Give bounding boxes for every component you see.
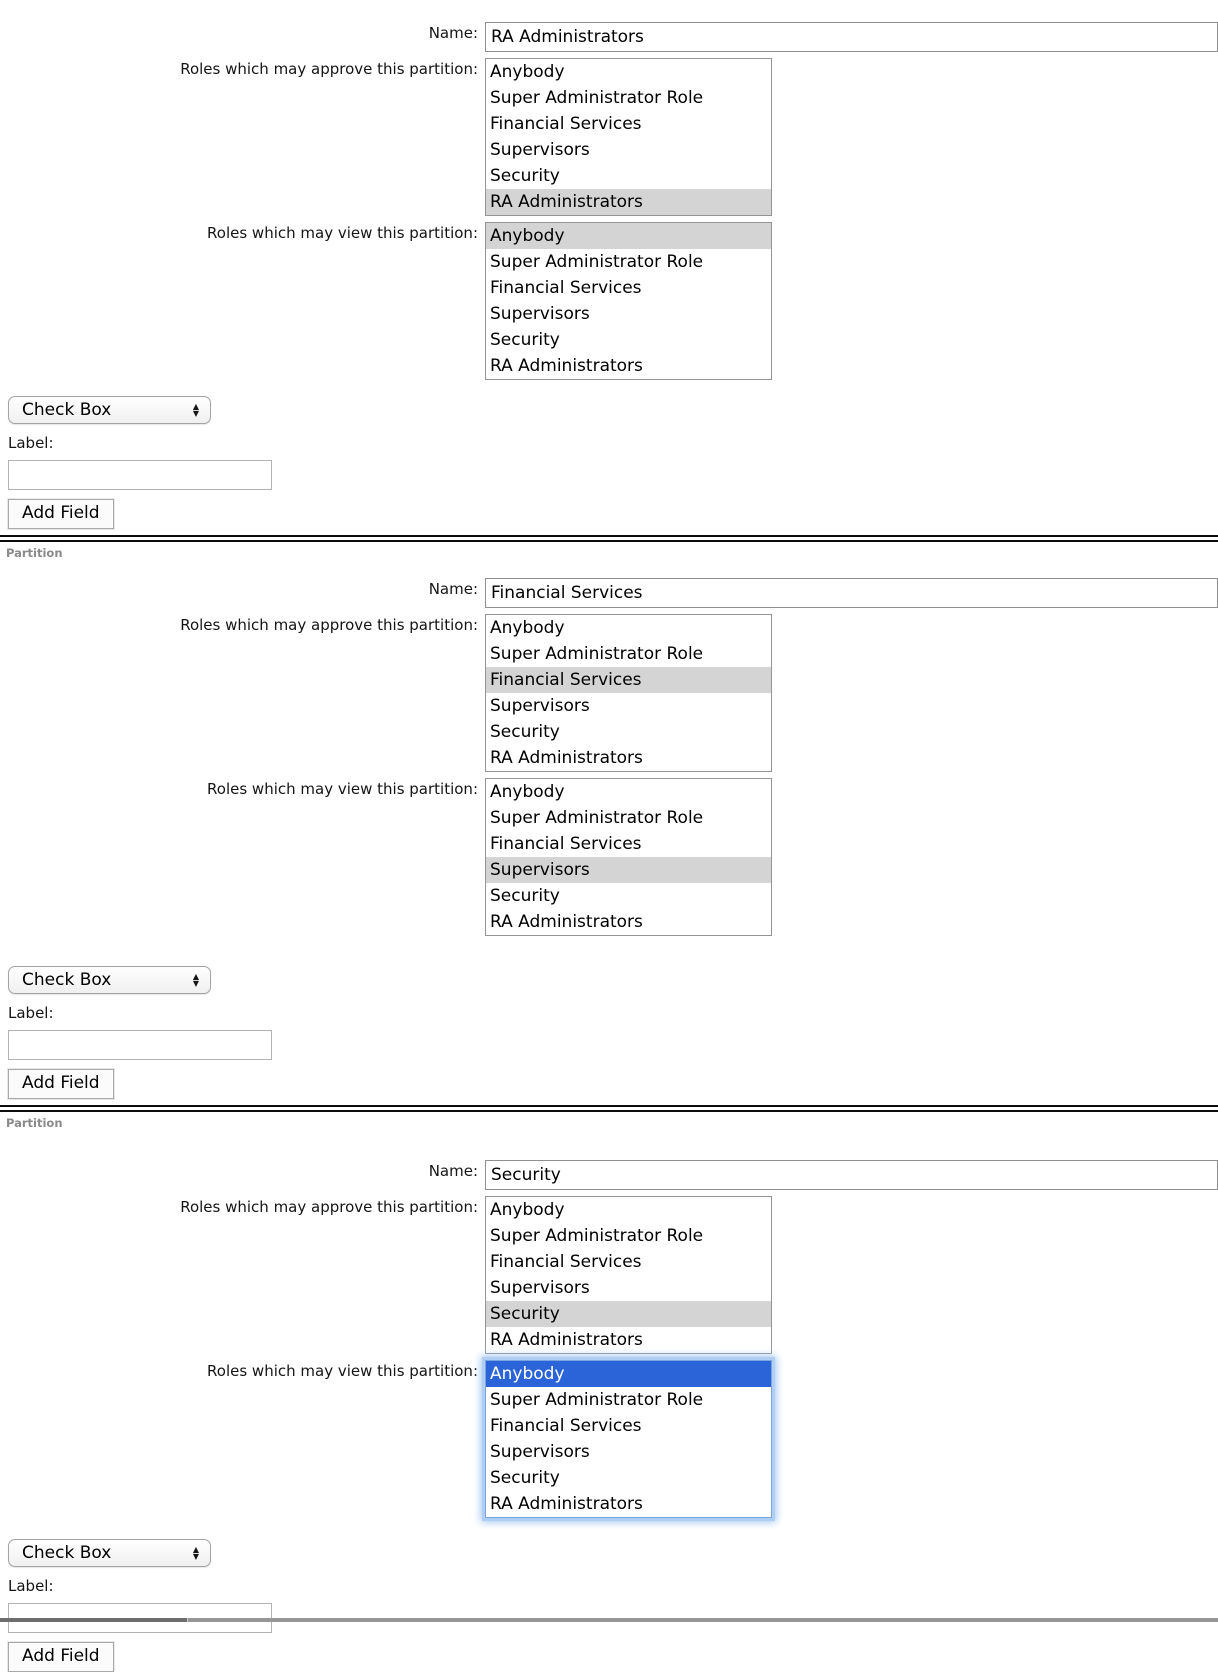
approve-roles-listbox[interactable] [485,1196,772,1354]
role-option[interactable]: RA Administrators [490,356,643,376]
partition-legend: Partition [6,1116,63,1130]
role-option[interactable]: Supervisors [490,1442,590,1462]
partition-divider [0,535,1218,542]
role-option[interactable]: Super Administrator Role [490,644,704,664]
role-option[interactable]: Super Administrator Role [490,1390,704,1410]
role-option[interactable]: Anybody [490,62,565,82]
role-option[interactable]: Anybody [490,782,565,802]
role-option[interactable]: Security [486,1301,771,1327]
approve-roles-label: Roles which may approve this partition: [180,60,478,78]
field-type-value: Check Box [22,1543,112,1563]
role-option[interactable]: Security [490,330,560,350]
role-option[interactable]: Financial Services [490,834,642,854]
approve-roles-label: Roles which may approve this partition: [180,616,478,634]
name-label: Name: [428,24,478,42]
role-option[interactable]: Anybody [490,1200,565,1220]
approve-roles-listbox[interactable] [485,614,772,772]
name-label: Name: [428,1162,478,1180]
view-roles-listbox[interactable] [485,222,772,380]
partition-section-3 [0,1160,1218,1672]
role-option[interactable]: Supervisors [490,696,590,716]
role-option[interactable]: Supervisors [490,140,590,160]
view-roles-listbox-focused[interactable] [485,1360,772,1518]
partition-legend: Partition [6,546,63,560]
view-roles-label: Roles which may view this partition: [207,224,478,242]
approve-roles-label: Roles which may approve this partition: [180,1198,478,1216]
role-option[interactable]: Anybody [486,223,771,249]
role-option[interactable]: Super Administrator Role [490,1226,704,1246]
role-option[interactable]: Financial Services [490,278,642,298]
role-option[interactable]: Financial Services [490,1252,642,1272]
role-option[interactable]: RA Administrators [486,189,771,215]
role-option[interactable]: RA Administrators [490,1330,643,1350]
role-option[interactable]: RA Administrators [490,912,643,932]
role-option[interactable]: Super Administrator Role [490,808,704,828]
role-option[interactable]: Super Administrator Role [490,252,704,272]
role-option[interactable]: Financial Services [486,667,771,693]
role-option[interactable]: RA Administrators [490,1494,643,1514]
field-type-select[interactable] [8,396,211,424]
select-up-down-arrows-icon [193,403,199,417]
partition-name-input[interactable] [485,578,1218,608]
role-option[interactable]: Financial Services [490,114,642,134]
add-field-button[interactable]: Add Field [8,1642,114,1672]
field-type-value: Check Box [22,970,112,990]
role-option[interactable]: Anybody [490,618,565,638]
role-option[interactable]: Super Administrator Role [490,88,704,108]
role-option[interactable]: Security [490,166,560,186]
role-option[interactable]: Supervisors [486,857,771,883]
field-type-select[interactable] [8,1539,211,1567]
field-label-input[interactable] [8,1030,272,1060]
role-option[interactable]: Security [490,722,560,742]
partition-section-1 [0,22,1218,529]
approve-roles-listbox[interactable] [485,58,772,216]
select-up-down-arrows-icon [193,1546,199,1560]
add-field-button[interactable]: Add Field [8,1069,114,1099]
field-label-label: Label: [8,1577,54,1595]
name-label: Name: [428,580,478,598]
field-label-label: Label: [8,1004,54,1022]
role-option[interactable]: Security [490,886,560,906]
role-option[interactable]: Security [490,1468,560,1488]
view-roles-label: Roles which may view this partition: [207,780,478,798]
role-option[interactable]: Supervisors [490,1278,590,1298]
horizontal-scrollbar-thumb[interactable] [0,1618,188,1622]
add-field-button[interactable]: Add Field [8,499,114,529]
select-up-down-arrows-icon [193,973,199,987]
field-type-value: Check Box [22,400,112,420]
partition-name-input[interactable] [485,1160,1218,1190]
view-roles-label: Roles which may view this partition: [207,1362,478,1380]
role-option[interactable]: RA Administrators [490,748,643,768]
partition-section-2 [0,578,1218,1099]
field-label-input[interactable] [8,460,272,490]
role-option[interactable]: Financial Services [490,1416,642,1436]
field-label-label: Label: [8,434,54,452]
partition-name-input[interactable] [485,22,1218,52]
partition-divider [0,1105,1218,1112]
horizontal-scrollbar[interactable] [0,1618,1218,1622]
view-roles-listbox[interactable] [485,778,772,936]
role-option[interactable]: Supervisors [490,304,590,324]
role-option[interactable]: Anybody [486,1361,771,1387]
field-type-select[interactable] [8,966,211,994]
